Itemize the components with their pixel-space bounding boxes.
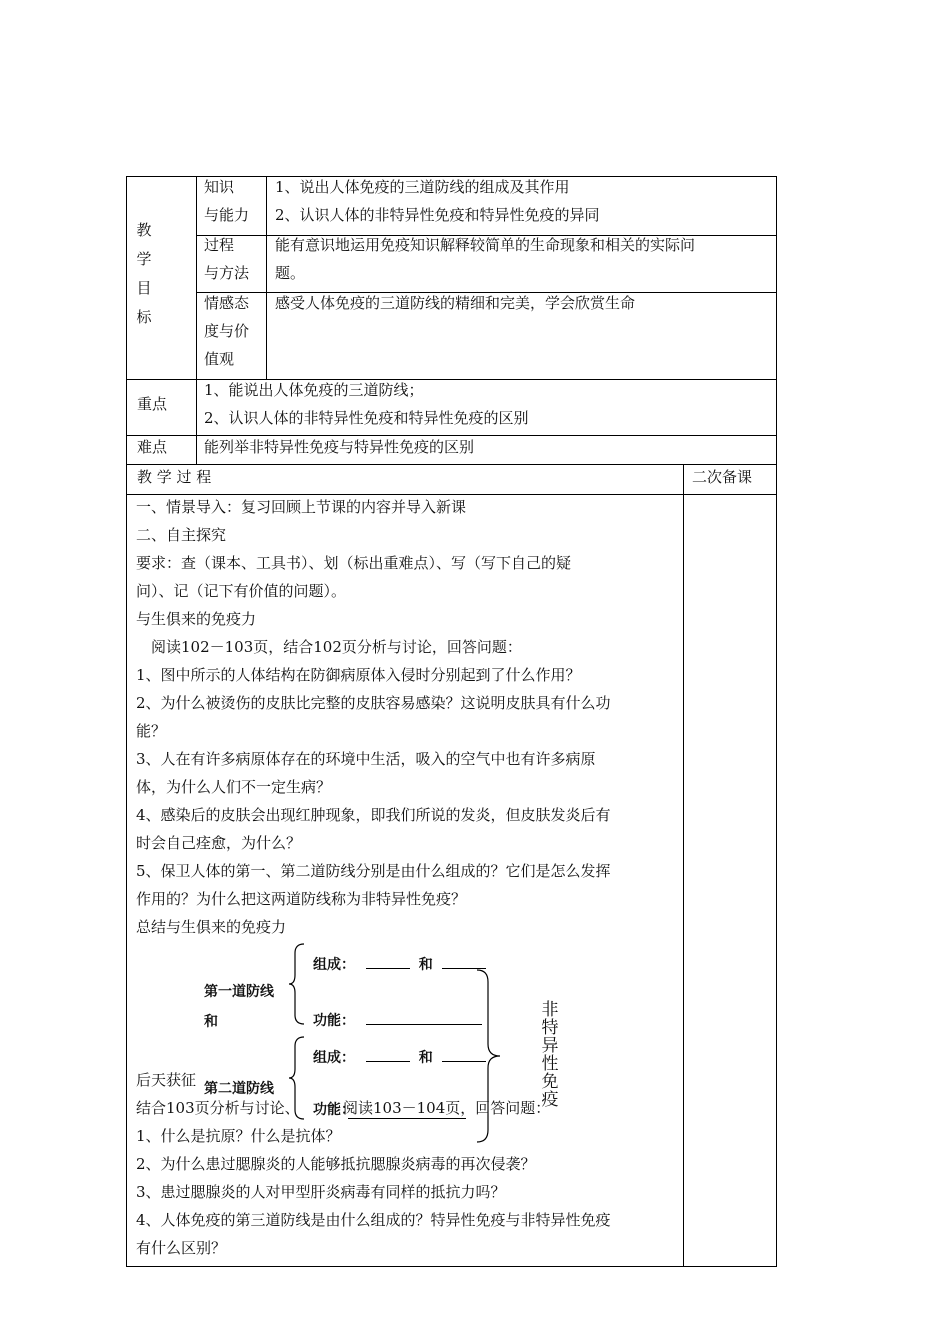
reading-instruction-suffix: 阅读103－104页，回答问题： [343,1099,551,1117]
row-divider [126,464,777,465]
table-left-border [126,176,127,1267]
key-points-label: 重点 [137,395,168,413]
difficulty-label: 难点 [137,438,168,456]
objectives-header-char: 学 [136,250,152,268]
column-divider [196,176,197,464]
question-line: 1、图中所示的人体结构在防御病原体入侵时分别起到了什么作用？ [136,666,581,684]
brace-label-char: 免 [541,1072,559,1092]
compose-label: 组成： [313,1050,355,1066]
key-point-line: 1、能说出人体免疫的三道防线； [204,381,424,399]
objective-label: 与方法 [204,264,250,282]
second-prep-title: 二次备课 [692,468,753,486]
answer-blank[interactable] [366,1047,410,1062]
second-line-label: 第二道防线 [204,1081,274,1097]
question-line: 3、人在有许多病原体存在的环境中生活，吸入的空气中也有许多病原 [136,750,596,768]
first-function-row [313,1007,482,1035]
objective-label: 值观 [204,350,235,368]
summary-heading: 总结与生俱来的免疫力 [136,918,287,936]
question-line: 有什么区别？ [136,1239,227,1257]
objective-label: 过程 [204,236,235,254]
column-divider [266,176,267,379]
acquired-immunity-heading: 后天获征 [136,1071,197,1089]
question-line: 时会自己痊愈，为什么？ [136,834,302,852]
function-label: 功能： [313,1102,355,1118]
objective-label: 情感态 [204,294,250,312]
objectives-header-char: 教 [136,221,152,239]
brace-label-char: 性 [541,1054,559,1074]
objective-label: 与能力 [204,206,250,224]
question-line: 5、保卫人体的第一、第二道防线分别是由什么组成的？它们是怎么发挥 [136,862,611,880]
objective-label: 度与价 [204,322,250,340]
answer-blank[interactable] [366,954,410,969]
first-line-label: 第一道防线 [204,984,274,1000]
objective-content: 能有意识地运用免疫知识解释较简单的生命现象和相关的实际问 [275,236,696,254]
innate-title: 与生俱来的免疫力 [136,610,257,628]
first-compose-row [313,951,486,979]
compose-label: 组成： [313,957,355,973]
question-line: 体，为什么人们不一定生病？ [136,778,332,796]
requirement-line: 要求：查（课本、工具书）、划（标出重难点）、写（写下自己的疑 [136,554,572,572]
objective-content: 2、认识人体的非特异性免疫和特异性免疫的异同 [275,206,600,224]
brace-label-char: 疫 [541,1090,559,1110]
objective-content: 1、说出人体免疫的三道防线的组成及其作用 [275,178,570,196]
question-line: 2、为什么患过腮腺炎的人能够抵抗腮腺炎病毒的再次侵袭？ [136,1155,536,1173]
first-line-brace [288,943,308,1025]
function-label: 功能： [313,1013,355,1029]
brace-label-char: 非 [541,1000,559,1020]
key-point-line: 2、认识人体的非特异性免疫和特异性免疫的区别 [204,409,529,427]
question-line: 1、什么是抗原？什么是抗体？ [136,1127,341,1145]
reading-instruction: 阅读102－103页，结合102页分析与讨论，回答问题： [151,638,522,656]
question-line: 能？ [136,722,167,740]
question-line: 作用的？为什么把这两道防线称为非特异性免疫？ [136,890,467,908]
intro-line: 一、情景导入：复习回顾上节课的内容并导入新课 [136,498,467,516]
question-line: 2、为什么被烫伤的皮肤比完整的皮肤容易感染？这说明皮肤具有什么功 [136,694,611,712]
answer-blank[interactable] [366,1010,482,1025]
question-line: 4、感染后的皮肤会出现红肿现象，即我们所说的发炎，但皮肤发炎后有 [136,806,611,824]
question-line: 4、人体免疫的第三道防线是由什么组成的？特异性免疫与非特异性免疫 [136,1211,611,1229]
objectives-header-char: 目 [136,279,152,297]
objectives-header-char: 标 [136,308,152,326]
objective-content: 题。 [275,264,306,282]
requirement-line: 问）、记（记下有价值的问题）。 [136,582,347,600]
and-word: 和 [418,1050,433,1066]
and-label: 和 [204,1014,218,1030]
and-word: 和 [418,957,433,973]
second-compose-row [313,1044,486,1072]
brace-label-char: 异 [541,1036,559,1056]
answer-blank[interactable] [442,954,486,969]
brace-label-char: 特 [541,1018,559,1038]
question-line: 3、患过腮腺炎的人对甲型肝炎病毒有同样的抵抗力吗？ [136,1183,506,1201]
table-right-border [776,176,777,1267]
column-divider [683,464,684,1267]
process-title: 教 学 过 程 [137,468,212,486]
difficulty-text: 能列举非特异性免疫与特异性免疫的区别 [204,438,475,456]
objective-label: 知识 [204,178,235,196]
self-study-heading: 二、自主探究 [136,526,227,544]
table-bottom-border [126,1266,777,1267]
reading-instruction-prefix: 结合103页分析与讨论、 [136,1099,300,1117]
objective-content: 感受人体免疫的三道防线的精细和完美，学会欣赏生命 [275,294,636,312]
